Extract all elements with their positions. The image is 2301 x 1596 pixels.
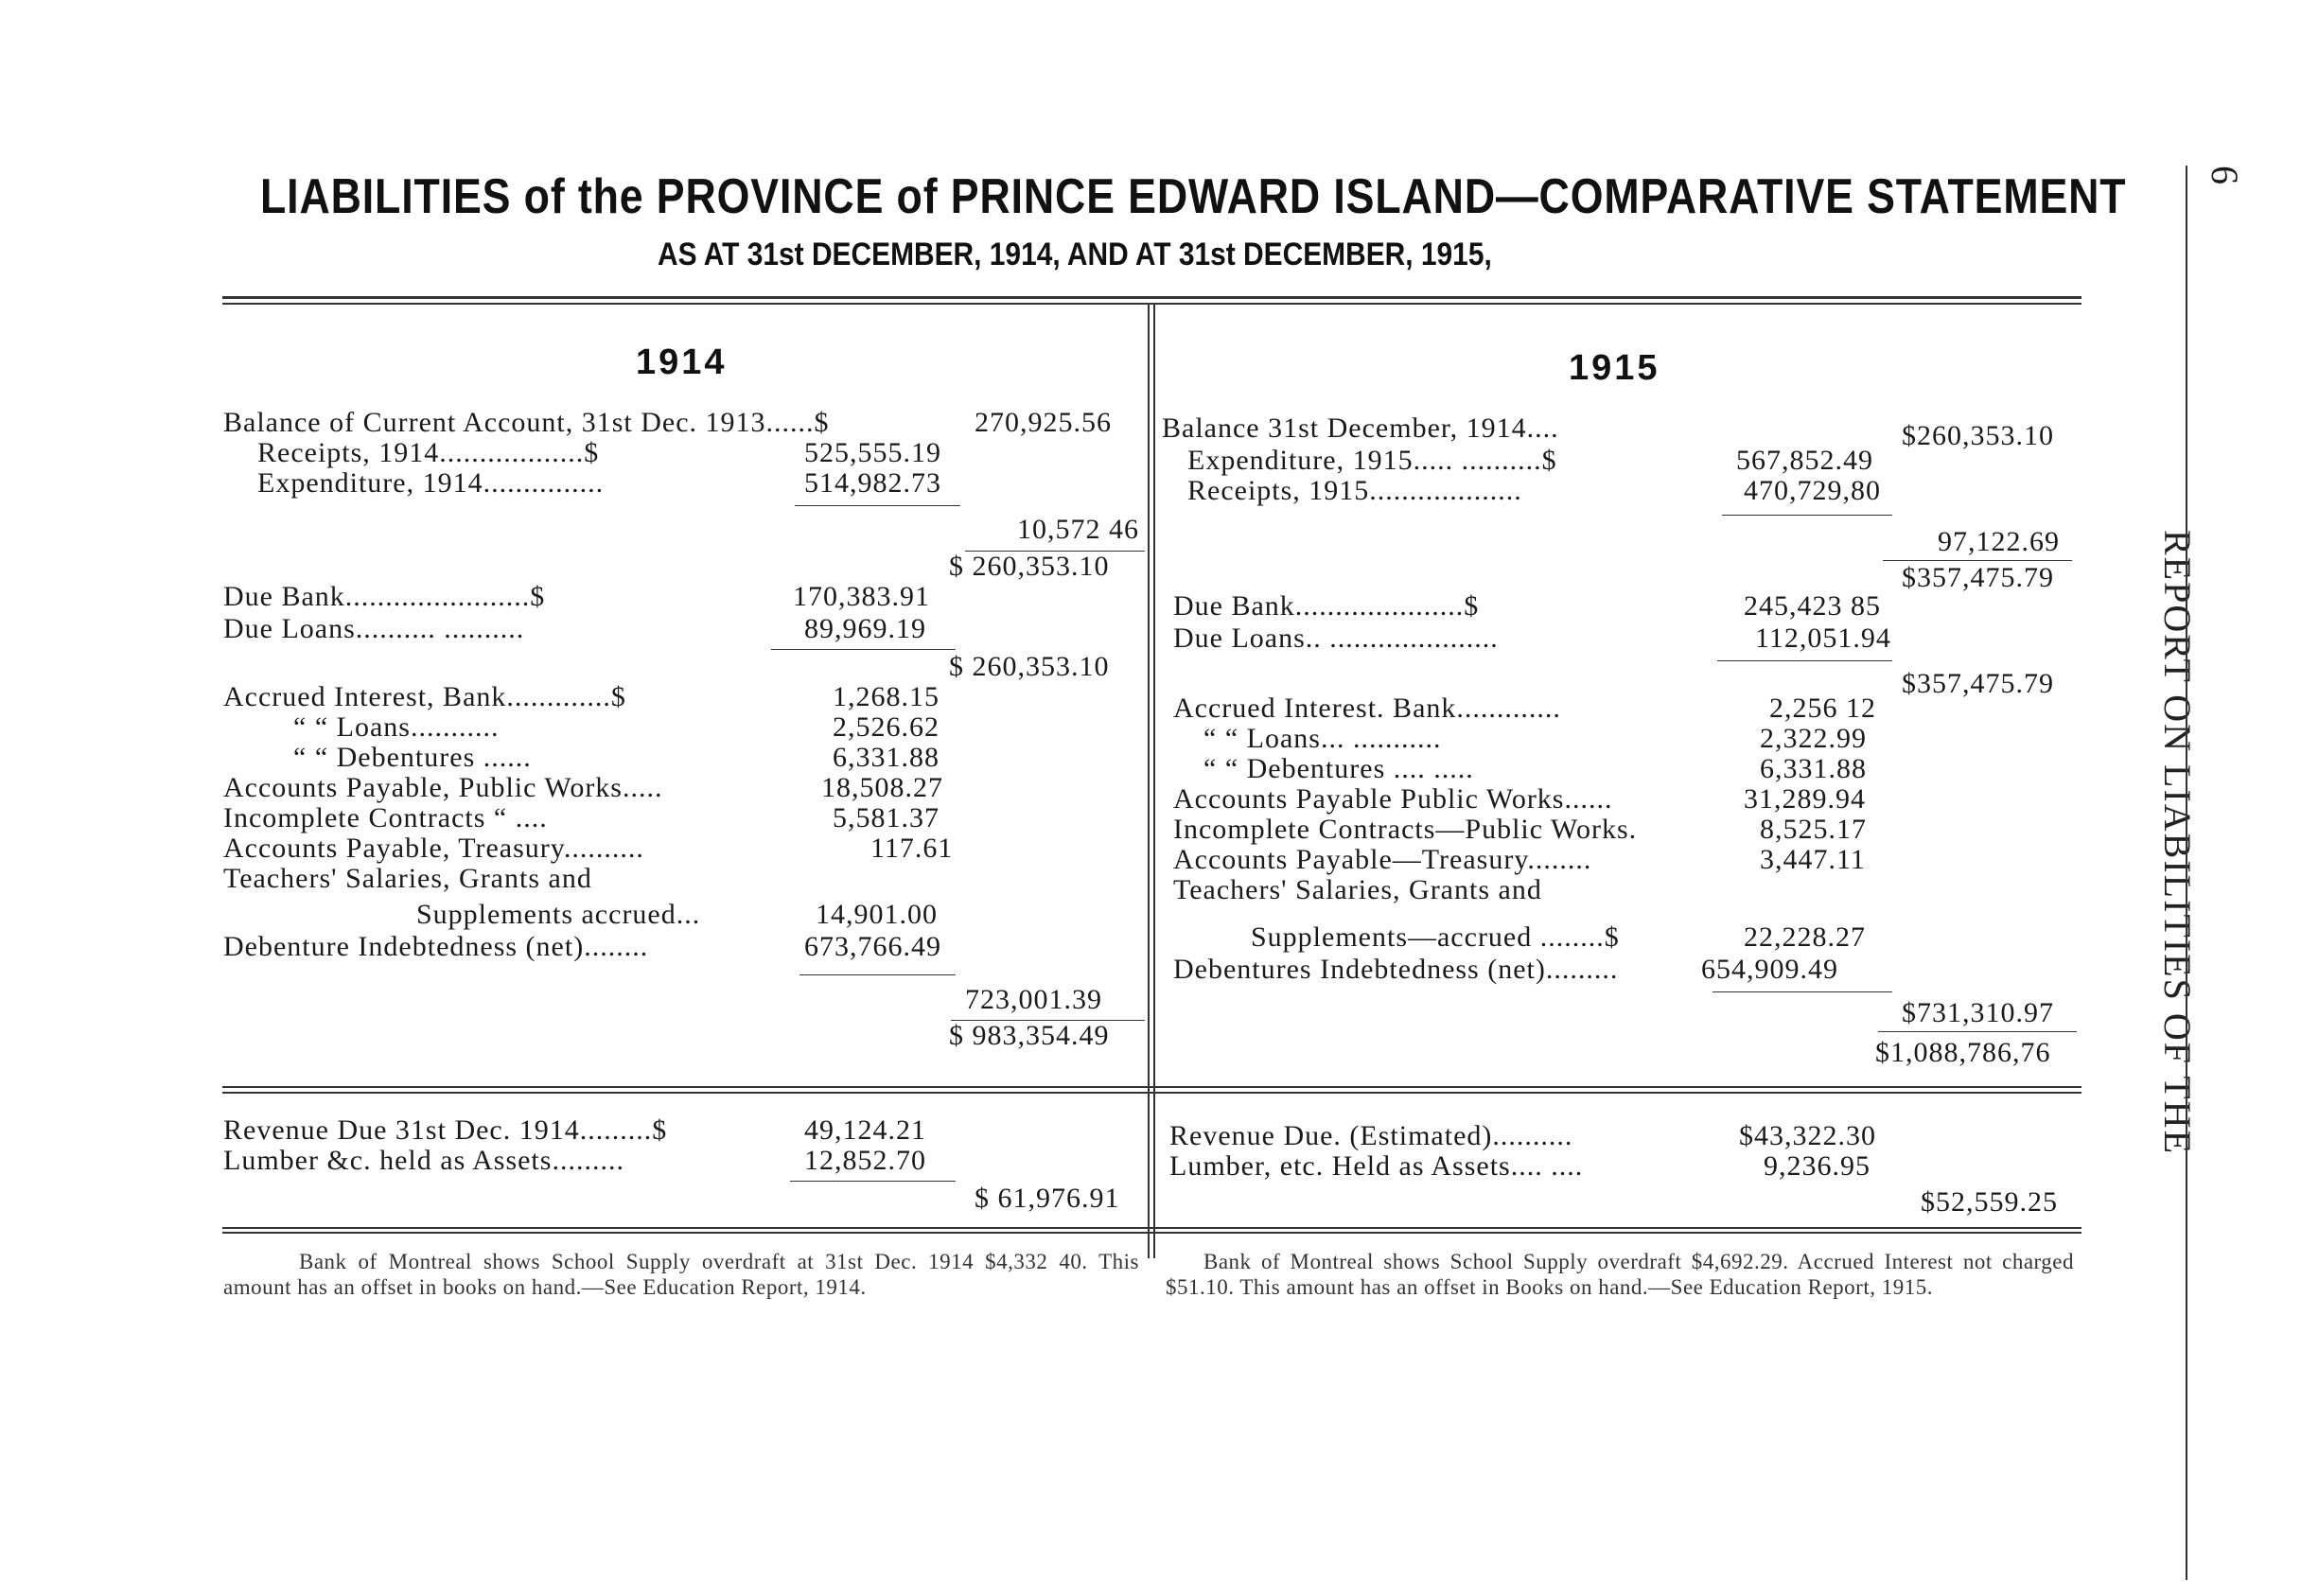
- subtotal-amount: $ 260,353.10: [949, 551, 1110, 582]
- revenue-due-label: Revenue Due. (Estimated)..........: [1169, 1120, 1573, 1151]
- supplements-label: Supplements accrued...: [416, 899, 701, 930]
- balance-amount: 270,925.56: [975, 407, 1112, 438]
- expenditure-amount: 514,982.73: [804, 467, 941, 499]
- balance-amount: $260,353.10: [1902, 420, 2054, 451]
- column-divider-2: [1153, 303, 1155, 1258]
- due-bank-amount: 245,423 85: [1744, 590, 1881, 622]
- accrued-interest-loans-amount: 2,526.62: [833, 711, 940, 743]
- lumber-assets-amount: 9,236.95: [1764, 1150, 1871, 1182]
- footnote-1915: Bank of Montreal shows School Supply overdraft $4,692.29. Accrued Interest not charged $51.10. This amount has an offset in Books on hand.—See Education Report, 1915.: [1166, 1250, 2074, 1299]
- receipts-label: Receipts, 1914..................$: [257, 437, 600, 468]
- footnote-1914: Bank of Montreal shows School Supply overdraft at 31st Dec. 1914 $4,332 40. This amount has an offset in books on hand.—See Education Report, 1914.: [223, 1250, 1139, 1299]
- accrued-interest-bank-label: Accrued Interest. Bank.............: [1173, 693, 1561, 724]
- footer-rule-2: [222, 1232, 2081, 1234]
- incomplete-contracts-label: Incomplete Contracts—Public Works.: [1173, 814, 1638, 845]
- due-bank-label: Due Bank.......................$: [223, 581, 546, 612]
- rule: [1878, 1031, 2077, 1032]
- revenue-due-label: Revenue Due 31st Dec. 1914.........$: [223, 1114, 668, 1146]
- rule: [771, 649, 956, 650]
- accounts-payable-treasury-label: Accounts Payable, Treasury..........: [223, 833, 644, 864]
- page-subtitle: AS AT 31st DECEMBER, 1914, AND AT 31st DECEMBER, 1915,: [658, 237, 1492, 272]
- assets-total: $ 61,976.91: [975, 1183, 1120, 1214]
- assets-total: $52,559.25: [1921, 1186, 2058, 1218]
- year-heading-1915: 1915: [1569, 348, 1660, 388]
- due-bank-amount: 170,383.91: [793, 581, 930, 612]
- balance-label: Balance 31st December, 1914....: [1162, 412, 1559, 444]
- incomplete-contracts-amount: 8,525.17: [1760, 814, 1867, 845]
- accrued-interest-bank-amount: 2,256 12: [1769, 693, 1876, 724]
- section-rule: [222, 1086, 2081, 1088]
- rule: [795, 505, 960, 506]
- total-liabilities: $1,088,786,76: [1875, 1037, 2051, 1068]
- receipts-amount: 470,729,80: [1744, 475, 1881, 506]
- supplements-amount: 14,901.00: [816, 899, 938, 930]
- table-top-rule-2: [222, 303, 2081, 305]
- subtotal-amount: 723,001.39: [965, 984, 1102, 1015]
- accounts-payable-public-works-label: Accounts Payable Public Works......: [1173, 783, 1613, 815]
- running-head: REPORT ON LIABILITIES OF THE: [2156, 530, 2199, 1155]
- accrued-interest-loans-amount: 2,322.99: [1760, 723, 1867, 754]
- debenture-label: Debenture Indebtedness (net)........: [223, 931, 649, 962]
- rule: [790, 1181, 956, 1182]
- accrued-interest-debentures-label: “ “ Debentures .... .....: [1203, 753, 1474, 784]
- rule: [1722, 515, 1892, 516]
- due-bank-label: Due Bank.....................$: [1173, 590, 1480, 622]
- subtotal-amount: $ 260,353.10: [949, 651, 1110, 682]
- due-loans-amount: 112,051.94: [1755, 623, 1891, 654]
- accrued-interest-bank-amount: 1,268.15: [833, 681, 940, 712]
- difference-amount: 10,572 46: [1017, 514, 1139, 545]
- subtotal-amount: $731,310.97: [1902, 997, 2054, 1028]
- subtotal-amount: $357,475.79: [1902, 562, 2054, 593]
- page-title: LIABILITIES of the PROVINCE of PRINCE EDWARD ISLAND—COMPARATIVE STATEMENT: [260, 169, 2127, 224]
- expenditure-amount: 567,852.49: [1736, 445, 1873, 476]
- expenditure-label: Expenditure, 1915..... ..........$: [1187, 445, 1557, 476]
- supplements-amount: 22,228.27: [1744, 921, 1866, 953]
- footer-rule: [222, 1227, 2081, 1229]
- lumber-assets-label: Lumber &c. held as Assets.........: [223, 1145, 624, 1176]
- subtotal-amount: $357,475.79: [1902, 668, 2054, 699]
- debenture-amount: 654,909.49: [1701, 954, 1838, 985]
- rule: [1717, 660, 1892, 661]
- accrued-interest-debentures-label: “ “ Debentures ......: [293, 742, 532, 773]
- revenue-due-amount: $43,322.30: [1739, 1120, 1876, 1151]
- accounts-payable-public-works-label: Accounts Payable, Public Works.....: [223, 772, 663, 803]
- rule: [799, 974, 956, 975]
- rule: [1883, 560, 2072, 561]
- total-liabilities: $ 983,354.49: [949, 1020, 1110, 1051]
- table-top-rule: [222, 296, 2081, 299]
- accrued-interest-loans-label: “ “ Loans... ...........: [1203, 723, 1442, 754]
- accrued-interest-loans-label: “ “ Loans...........: [293, 711, 500, 743]
- teachers-salaries-label: Teachers' Salaries, Grants and: [1173, 874, 1542, 905]
- rule: [1713, 991, 1892, 992]
- revenue-due-amount: 49,124.21: [804, 1114, 926, 1146]
- page-number: 6: [2204, 166, 2246, 184]
- accrued-interest-debentures-amount: 6,331.88: [833, 742, 940, 773]
- incomplete-contracts-label: Incomplete Contracts “ ....: [223, 802, 548, 833]
- due-loans-label: Due Loans.. .....................: [1173, 623, 1499, 654]
- accounts-payable-treasury-amount: 117.61: [870, 833, 954, 864]
- due-loans-amount: 89,969.19: [804, 613, 926, 644]
- debenture-label: Debentures Indebtedness (net).........: [1173, 954, 1619, 985]
- expenditure-label: Expenditure, 1914...............: [257, 467, 605, 499]
- column-divider: [1148, 303, 1150, 1258]
- accrued-interest-bank-label: Accrued Interest, Bank.............$: [223, 681, 626, 712]
- accounts-payable-treasury-amount: 3,447.11: [1760, 844, 1866, 875]
- debenture-amount: 673,766.49: [804, 931, 941, 962]
- teachers-salaries-label: Teachers' Salaries, Grants and: [223, 863, 592, 894]
- section-rule-2: [222, 1092, 2081, 1094]
- accrued-interest-debentures-amount: 6,331.88: [1760, 753, 1867, 784]
- difference-amount: 97,122.69: [1938, 526, 2060, 557]
- year-heading-1914: 1914: [636, 342, 728, 382]
- balance-label: Balance of Current Account, 31st Dec. 1913......$: [223, 407, 830, 438]
- margin-rule: [2186, 166, 2187, 1580]
- receipts-label: Receipts, 1915...................: [1187, 475, 1522, 506]
- accounts-payable-treasury-label: Accounts Payable—Treasury........: [1173, 844, 1592, 875]
- lumber-assets-amount: 12,852.70: [804, 1145, 926, 1176]
- due-loans-label: Due Loans.......... ..........: [223, 613, 525, 644]
- accounts-payable-public-works-amount: 31,289.94: [1744, 783, 1866, 815]
- supplements-label: Supplements—accrued ........$: [1251, 921, 1620, 953]
- incomplete-contracts-amount: 5,581.37: [833, 802, 940, 833]
- accounts-payable-public-works-amount: 18,508.27: [821, 772, 943, 803]
- receipts-amount: 525,555.19: [804, 437, 941, 468]
- lumber-assets-label: Lumber, etc. Held as Assets.... ....: [1169, 1150, 1584, 1182]
